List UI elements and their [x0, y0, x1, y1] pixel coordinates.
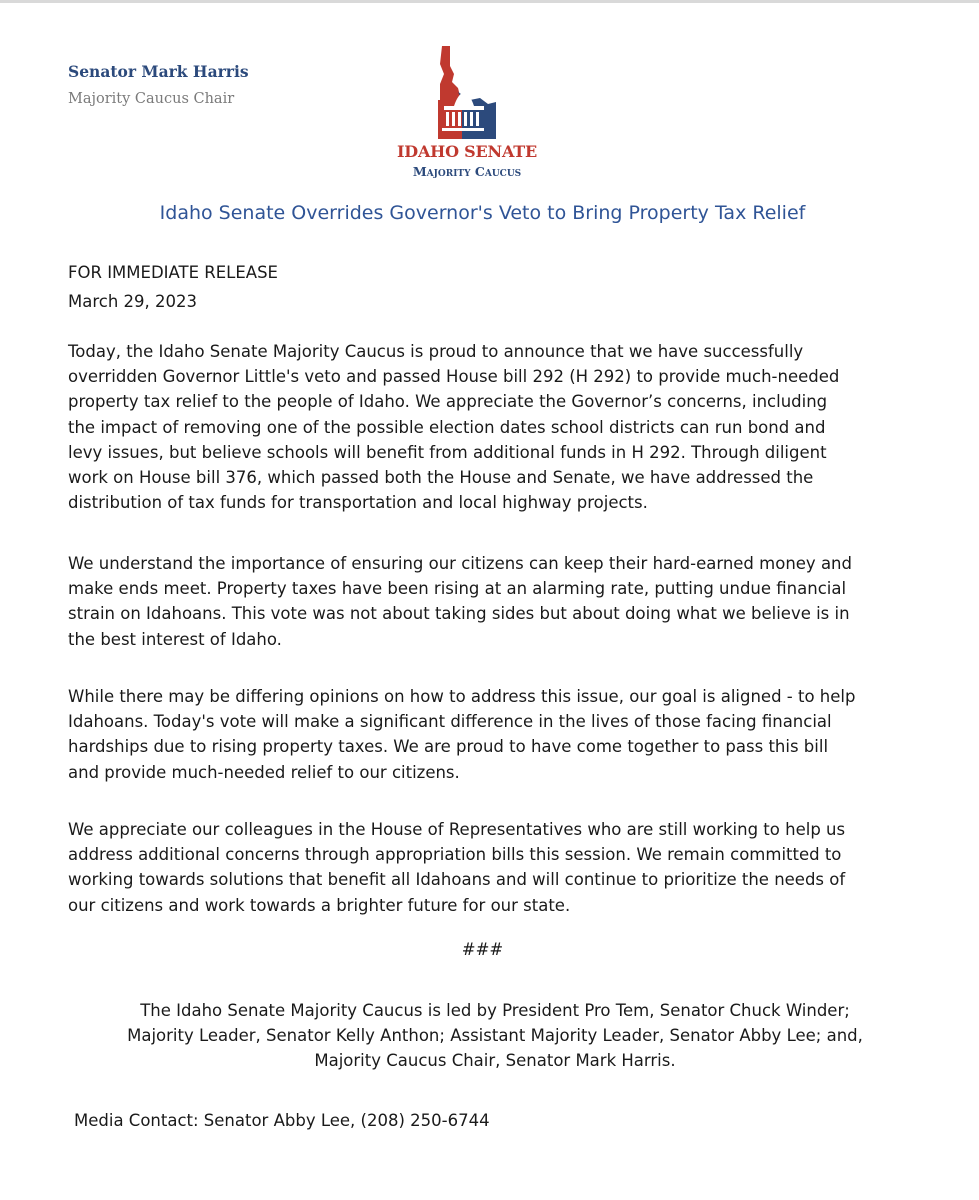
end-separator: ###: [461, 940, 504, 959]
paragraph-line: and provide much-needed relief to our citizens.: [68, 762, 460, 782]
sender-name: Senator Mark Harris: [68, 62, 249, 81]
logo-subtitle: Majority Caucus: [412, 164, 522, 179]
paragraph-line: work on House bill 376, which passed both the House and Senate, we have addressed the: [68, 468, 814, 488]
paragraph-line: levy issues, but believe schools will benefit from additional funds in H 292. Through diligent: [68, 442, 827, 462]
paragraph-line: make ends meet. Property taxes have been rising at an alarming rate, putting undue financial: [68, 579, 847, 599]
release-date: March 29, 2023: [68, 292, 198, 311]
paragraph-line: our citizens and work towards a brighter future for our state.: [68, 895, 571, 915]
paragraph-line: distribution of tax funds for transportation and local highway projects.: [68, 493, 648, 513]
sender-title: Majority Caucus Chair: [68, 91, 235, 107]
body-paragraph-3: [68, 684, 908, 785]
paragraph-line: We understand the importance of ensuring our citizens can keep their hard-earned money and: [68, 554, 852, 573]
body-paragraph-4: [68, 817, 908, 918]
body-paragraph-2: [68, 551, 908, 652]
boilerplate-line: The Idaho Senate Majority Caucus is led by President Pro Tem, Senator Chuck Winder;: [140, 1001, 850, 1020]
paragraph-line: the best interest of Idaho.: [68, 629, 282, 649]
release-info: [68, 258, 278, 316]
paragraph-line: Idahoans. Today's vote will make a significant difference in the lives of those facing financial: [68, 712, 832, 732]
paragraph-line: the impact of removing one of the possible election dates school districts can run bond and: [68, 417, 826, 437]
paragraph-line: strain on Idahoans. This vote was not about taking sides but about doing what we believe is in: [68, 604, 850, 624]
logo-title: IDAHO SENATE: [396, 142, 537, 161]
paragraph-line: overridden Governor Little's veto and passed House bill 292 (H 292) to provide much-needed: [68, 367, 840, 387]
media-contact: Media Contact: Senator Abby Lee, (208) 250-6744: [74, 1111, 490, 1130]
boilerplate-line: Majority Leader, Senator Kelly Anthon; Assistant Majority Leader, Senator Abby Lee; and,: [127, 1026, 863, 1045]
paragraph-line: hardships due to rising property taxes. We are proud to have come together to pass this bill: [68, 737, 829, 757]
body-paragraph-1: [68, 339, 908, 515]
sender-block: [68, 62, 249, 107]
paragraph-line: property tax relief to the people of Idaho. We appreciate the Governor’s concerns, including: [68, 392, 828, 412]
boilerplate-line: Majority Caucus Chair, Senator Mark Harris.: [314, 1051, 676, 1070]
paragraph-line: address additional concerns through appropriation bills this session. We remain committed to: [68, 845, 842, 865]
top-divider: [0, 0, 979, 3]
release-label: FOR IMMEDIATE RELEASE: [68, 263, 278, 282]
boilerplate: [0, 998, 979, 1073]
idaho-senate-logo: [392, 44, 542, 184]
paragraph-line: Today, the Idaho Senate Majority Caucus is proud to announce that we have successfully: [68, 342, 804, 361]
idaho-capitol-icon: [436, 44, 498, 140]
paragraph-line: working towards solutions that benefit all Idahoans and will continue to prioritize the needs of: [68, 870, 846, 890]
paragraph-line: While there may be differing opinions on how to address this issue, our goal is aligned - to help: [68, 687, 856, 706]
press-release-headline: Idaho Senate Overrides Governor's Veto to Bring Property Tax Relief: [159, 202, 806, 224]
paragraph-line: We appreciate our colleagues in the House of Representatives who are still working to help us: [68, 820, 846, 839]
